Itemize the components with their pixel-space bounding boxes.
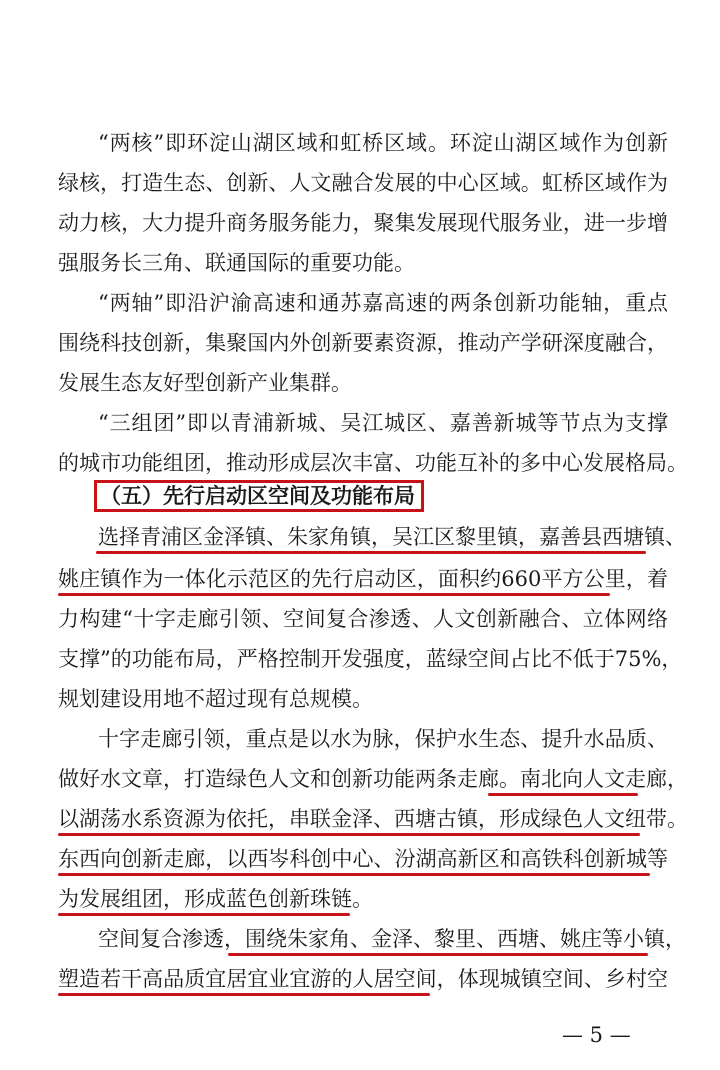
- red-underline: [228, 953, 648, 956]
- paragraph-line: 为发展组团，形成蓝色创新珠链。: [58, 887, 373, 911]
- paragraph-line: “两核”即环淀山湖区域和虹桥区域。环淀山湖区域作为创新: [98, 131, 668, 155]
- paragraph-line: 强服务长三角、联通国际的重要功能。: [58, 251, 415, 275]
- paragraph-line: “两轴”即沿沪渝高速和通苏嘉高速的两条创新功能轴，重点: [98, 291, 668, 315]
- paragraph-line: 空间复合渗透，围绕朱家角、金泽、黎里、西塘、姚庄等小镇，: [98, 927, 686, 951]
- paragraph-line: 动力核，大力提升商务服务能力，聚集发展现代服务业，进一步增: [58, 211, 668, 235]
- paragraph-line: 围绕科技创新，集聚国内外创新要素资源，推动产学研深度融合，: [58, 331, 668, 355]
- red-underline: [58, 913, 350, 916]
- red-underline: [58, 993, 430, 996]
- paragraph-line: 的城市功能组团，推动形成层次丰富、功能互补的多中心发展格局。: [58, 451, 688, 475]
- paragraph-line: 支撑”的功能布局，严格控制开发强度，蓝绿空间占比不低于75%，: [58, 647, 683, 671]
- paragraph-line: 东西向创新走廊，以西岑科创中心、汾湖高新区和高铁科创新城等: [58, 847, 668, 871]
- paragraph-line: 以湖荡水系资源为依托，串联金泽、西塘古镇，形成绿色人文纽带。: [58, 807, 688, 831]
- red-underline: [96, 551, 646, 554]
- paragraph-line: 力构建“十字走廊引领、空间复合渗透、人文创新融合、立体网络: [58, 607, 668, 631]
- red-underline: [58, 593, 610, 596]
- paragraph-line: “三组团”即以青浦新城、吴江城区、嘉善新城等节点为支撑: [98, 411, 668, 435]
- paragraph-line: 选择青浦区金泽镇、朱家角镇，吴江区黎里镇，嘉善县西塘镇、: [98, 525, 686, 549]
- paragraph-line: 做好水文章，打造绿色人文和创新功能两条走廊。南北向人文走廊，: [58, 767, 688, 791]
- section-heading: （五）先行启动区空间及功能布局: [100, 483, 415, 508]
- red-underline: [58, 873, 650, 876]
- paragraph-line: 塑造若干高品质宜居宜业宜游的人居空间，体现城镇空间、乡村空: [58, 967, 668, 991]
- red-underline: [58, 833, 640, 836]
- red-underline: [488, 793, 638, 796]
- paragraph-line: 十字走廊引领，重点是以水为脉，保护水生态、提升水品质、: [98, 727, 668, 751]
- paragraph-line: 姚庄镇作为一体化示范区的先行启动区，面积约660平方公里，着: [58, 567, 668, 591]
- page-number: — 5 —: [562, 1023, 631, 1047]
- paragraph-line: 规划建设用地不超过现有总规模。: [58, 687, 373, 711]
- paragraph-line: 发展生态友好型创新产业集群。: [58, 371, 352, 395]
- paragraph-line: 绿核，打造生态、创新、人文融合发展的中心区域。虹桥区域作为: [58, 171, 668, 195]
